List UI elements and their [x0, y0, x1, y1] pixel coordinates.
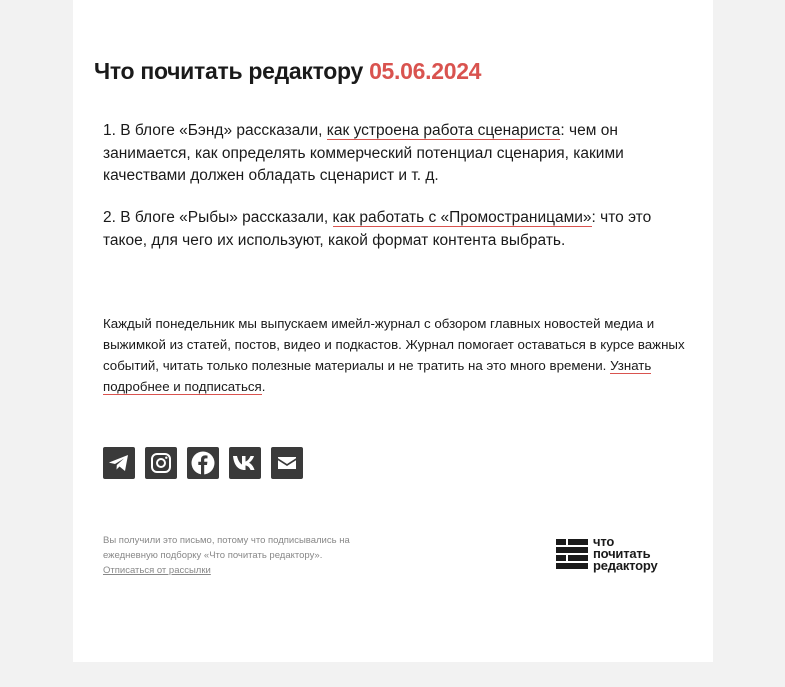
item-prefix: 1. В блоге «Бэнд» рассказали,	[103, 122, 327, 139]
article-link[interactable]: как устроена работа сценариста	[326, 122, 561, 139]
vk-icon[interactable]	[229, 447, 261, 479]
page-title	[94, 58, 481, 85]
note-text: Каждый понедельник мы выпускаем имейл-журнал с обзором главных новостей медиа и выжимкой из статей, постов, видео и подкастов. Журнал помогает оставаться в курсе важных событий, читать только полезные материалы и не тратить на это много времени.	[103, 316, 685, 373]
note-end: .	[261, 379, 266, 394]
list-item	[103, 120, 683, 188]
item-suffix: : что это такое, для чего их используют, какой формат контента выбрать.	[103, 209, 652, 249]
logo-line: редактору	[593, 558, 658, 573]
footer-disclaimer	[103, 533, 403, 578]
newsletter-description	[103, 313, 688, 397]
instagram-icon[interactable]	[145, 447, 177, 479]
article-link[interactable]: как работать с «Промостраницами»	[332, 209, 592, 226]
item-suffix: : чем он занимается, как определять коммерческий потенциал сценария, какими качествами должен обладать сценарист и т. д.	[103, 122, 624, 184]
unsubscribe-link[interactable]: Отписаться от рассылки	[103, 565, 211, 576]
brand-logo[interactable]	[556, 536, 658, 572]
email-card	[73, 0, 713, 662]
footer-text: Вы получили это письмо, потому что подписывались на ежедневную подборку «Что почитать редактору».	[103, 535, 350, 561]
logo-mark-icon	[556, 537, 588, 571]
logo-line: почитать	[593, 546, 651, 561]
subscribe-link[interactable]: Узнать подробнее и подписаться	[103, 358, 652, 394]
item-prefix: 2. В блоге «Рыбы» рассказали,	[103, 209, 333, 226]
telegram-icon[interactable]	[103, 447, 135, 479]
logo-line: что	[593, 534, 615, 549]
facebook-icon[interactable]	[187, 447, 219, 479]
email-icon[interactable]	[271, 447, 303, 479]
social-share-bar	[103, 447, 303, 479]
logo-wordmark	[593, 536, 658, 572]
issue-date: 05.06.2024	[369, 58, 482, 84]
title-text: Что почитать редактору	[94, 58, 363, 84]
list-item	[103, 207, 683, 252]
